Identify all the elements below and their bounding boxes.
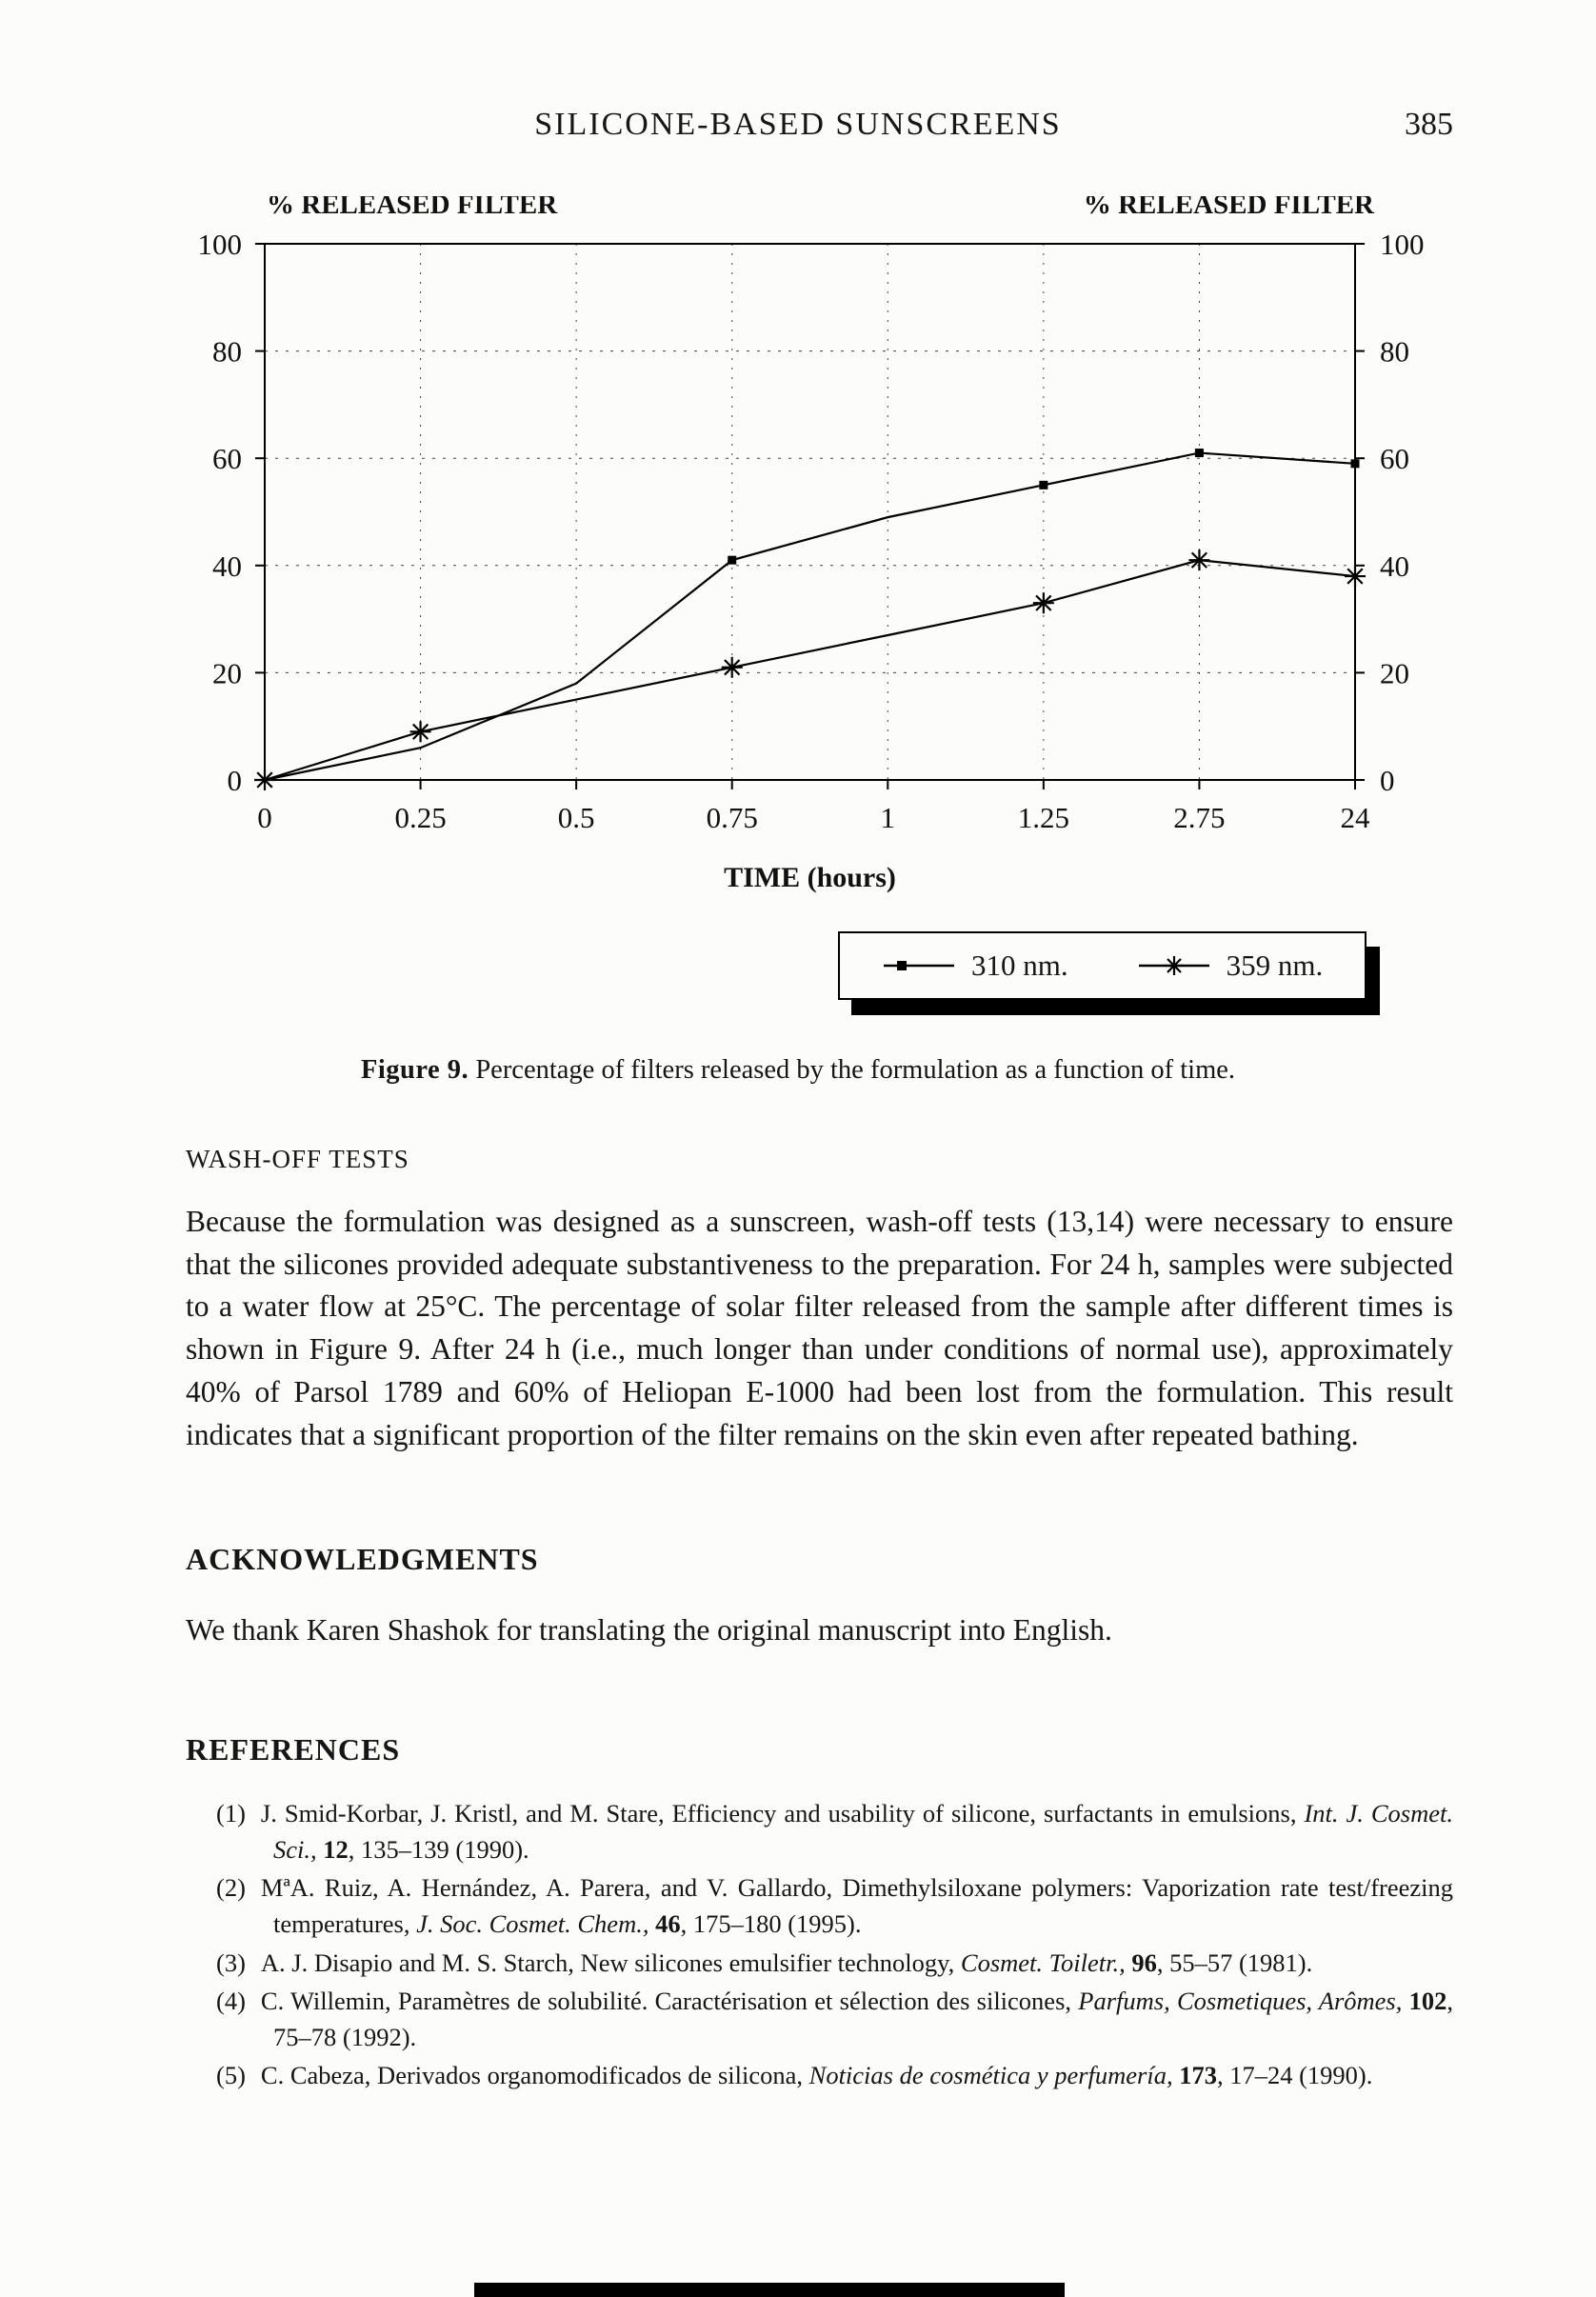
svg-text:1: 1 [880, 801, 896, 834]
scan-artifact [474, 2283, 1065, 2297]
svg-text:60: 60 [1380, 442, 1409, 476]
chart-legend-row [0, 931, 1596, 1000]
legend-label-310nm: 310 nm. [971, 949, 1068, 982]
svg-text:40: 40 [212, 549, 242, 583]
svg-text:80: 80 [1380, 334, 1409, 369]
svg-text:0.25: 0.25 [394, 801, 447, 834]
figure-caption [0, 1055, 1596, 1086]
acknowledgments-paragraph: We thank Karen Shashok for translating the original manuscript into English. [186, 1613, 1112, 1648]
svg-text:100: 100 [1380, 228, 1425, 261]
section-heading-acknowledgments: ACKNOWLEDGMENTS [186, 1542, 539, 1577]
reference-item: (1) J. Smid-Korbar, J. Kristl, and M. Stare, Efficiency and usability of silicone, surfactants in emulsions, Int. J. Cosmet. Sci., 12, 135–139 (1990). [216, 1799, 1453, 1864]
reference-item: (3) A. J. Disapio and M. S. Starch, New silicones emulsifier technology, Cosmet. Toiletr., 96, 55–57 (1981). [216, 1947, 1313, 1977]
line-dot-marker-icon [882, 954, 956, 977]
figure-caption-label: Figure 9. [360, 1055, 469, 1085]
chart-legend [838, 931, 1367, 1000]
svg-text:% RELEASED FILTER: % RELEASED FILTER [267, 196, 558, 220]
svg-text:1.25: 1.25 [1017, 801, 1069, 834]
legend-label-359nm: 359 nm. [1226, 949, 1324, 982]
svg-text:0: 0 [1380, 764, 1395, 797]
reference-item: (4) C. Willemin, Paramètres de solubilité. Caractérisation et sélection des silicones, Parfums, Cosmetiques, Arômes, 102, 75–78 (1992). [216, 1987, 1453, 2051]
line-asterisk-marker-icon [1137, 954, 1211, 977]
svg-text:24: 24 [1340, 801, 1370, 834]
svg-text:0: 0 [257, 801, 272, 834]
svg-text:0: 0 [227, 764, 242, 797]
figure-9-chart [122, 196, 1596, 910]
svg-text:100: 100 [197, 228, 242, 261]
svg-text:TIME (hours): TIME (hours) [724, 862, 896, 893]
reference-item: (5) C. Cabeza, Derivados organomodificados de silicona, Noticias de cosmética y perfumería, 173, 17–24 (1990). [216, 2061, 1373, 2090]
legend-item-310nm [882, 949, 1068, 983]
section-heading-wash-off-tests: WASH-OFF TESTS [186, 1145, 409, 1173]
svg-text:40: 40 [1380, 549, 1409, 583]
svg-text:2.75: 2.75 [1173, 801, 1226, 834]
svg-text:80: 80 [212, 334, 242, 369]
legend-item-359nm [1137, 949, 1324, 983]
svg-text:% RELEASED FILTER: % RELEASED FILTER [1083, 196, 1374, 220]
page-number: 385 [1405, 107, 1453, 142]
released-filter-line-chart [122, 196, 1512, 906]
svg-text:0.75: 0.75 [706, 801, 758, 834]
svg-text:60: 60 [212, 442, 242, 476]
svg-text:0.5: 0.5 [557, 801, 595, 834]
svg-text:20: 20 [1380, 656, 1409, 690]
page-title: SILICONE-BASED SUNSCREENS [534, 107, 1062, 142]
wash-off-paragraph: Because the formulation was designed as a sunscreen, wash-off tests (13,14) were necessary to ensure that the silicones provided adequate substantiveness to the preparation. For 24 h, samples were subjected to a water flow at 25°C. The percentage of solar filter released from the sample after different times is shown in Figure 9. After 24 h (i.e., much longer than under conditions of normal use), approximately 40% of Parsol 1789 and 60% of Heliopan E-1000 had been lost from the formulation. This result indicates that a significant proportion of the filter remains on the skin even after repeated bathing. [186, 1205, 1453, 1451]
reference-item: (2) MªA. Ruiz, A. Hernández, A. Parera, and V. Gallardo, Dimethylsiloxane polymers: Vaporization rate test/freezing temperatures, J. Soc. Cosmet. Chem., 46, 175–180 (1995). [216, 1873, 1453, 1938]
section-heading-references: REFERENCES [186, 1732, 401, 1768]
page-header [0, 0, 1596, 143]
svg-text:20: 20 [212, 656, 242, 690]
figure-caption-text: Percentage of filters released by the formulation as a function of time. [475, 1055, 1236, 1085]
references-list [216, 1796, 1453, 2094]
